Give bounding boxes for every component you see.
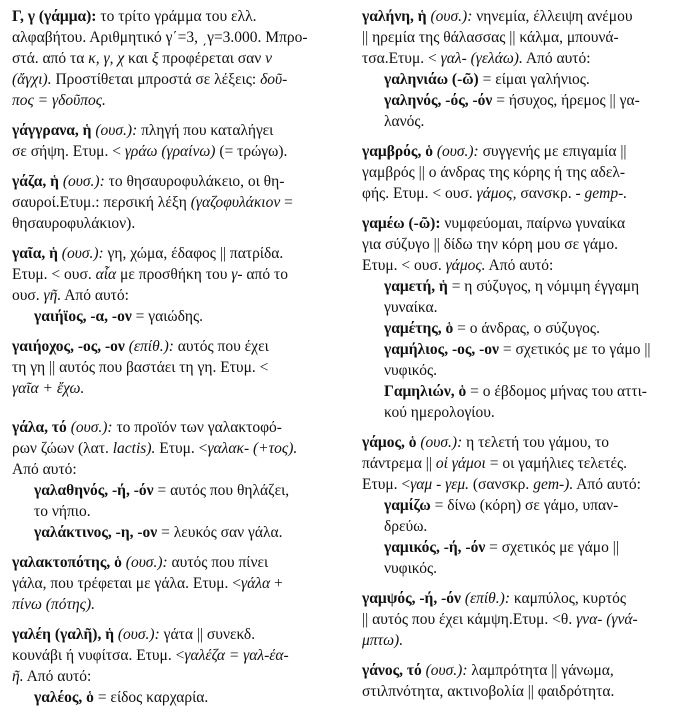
entry-line [12, 171, 342, 192]
definition-text: Ετυμ. < ουσ. [12, 266, 96, 283]
definition-text: Ετυμ. < ουσ. [362, 257, 446, 274]
headword: γαιήοχος, -ος, -ον [12, 338, 125, 355]
definition-text: = ήσυχος, ήρεμος || γα- [492, 92, 640, 109]
dictionary-entry-gameo [362, 213, 690, 423]
entry-line [12, 459, 342, 480]
entry-line [362, 297, 690, 318]
headword: Γ, γ (γάμμα): [12, 8, 97, 25]
definition-text: αλφαβήτου. Αριθμητικό γ΄=3, ͵γ=3.000. Μπρο- [12, 29, 308, 46]
definition-text: γη, χώμα, έδαφος || πατρίδα. [103, 245, 284, 262]
definition-text: Προστίθεται μπροστά σε λέξεις: [51, 71, 261, 88]
definition-text: = [280, 194, 293, 211]
entry-line [362, 6, 690, 27]
definition-text: λανός. [384, 113, 425, 130]
dictionary-entry-gaggrana [12, 120, 342, 162]
definition-text: πληγή που καταλήγει [137, 122, 274, 139]
italic-text: γαῖα + ἔχω. [12, 380, 85, 397]
definition-text: = σχετικός με γάμο || [485, 539, 619, 556]
dictionary-entry-gaiochos [12, 336, 342, 399]
headword: γαμψός, -ή, -όν [362, 590, 461, 607]
headword: γαλέος, ὁ [34, 689, 94, 706]
dictionary-entry-galaktopotis [12, 552, 342, 615]
italic-text: (ουσ.): [114, 626, 160, 643]
entry-line [362, 681, 690, 702]
definition-text: Από αυτό: [12, 461, 77, 478]
definition-text: γάτα || συνεκδ. [159, 626, 256, 643]
italic-text: γαλ- (γελάω). [440, 50, 523, 67]
entry-line [362, 495, 690, 516]
definition-text: το προϊόν των γαλακτοφό- [112, 419, 282, 436]
entry-line [362, 537, 690, 558]
definition-text: = είμαι γαλήνιος. [478, 71, 590, 88]
entry-line [362, 558, 690, 579]
italic-text: οἱ γάμοι [435, 455, 486, 472]
headword: γαληνιάω (-ῶ) [384, 71, 479, 88]
italic-text: (ουσ.): [66, 419, 113, 436]
entry-line [12, 357, 342, 378]
italic-text: πίνω (πότης). [12, 596, 96, 613]
italic-text: (επίθ.): [124, 338, 174, 355]
dictionary-entry-gaia [12, 243, 342, 327]
definition-text: το θησαυροφυλάκειο, οι θη- [104, 173, 285, 190]
entry-line [362, 90, 690, 111]
entry-line [362, 453, 690, 474]
definition-text: κουνάβι ή νυφίτσα. Ετυμ. < [12, 647, 185, 664]
headword: γάνος, τό [362, 662, 422, 679]
headword: Γαμηλιών, ὁ [384, 383, 467, 400]
italic-text: γαμ - γεμ. [410, 476, 469, 493]
definition-text: νηνεμία, έλλειψη ανέμου [472, 8, 633, 25]
dictionary-entry-gamos [362, 432, 690, 579]
dictionary-entry-galini [362, 6, 690, 132]
entry-line [362, 27, 690, 48]
entry-line [362, 381, 690, 402]
italic-text: (ουσ.): [426, 8, 473, 25]
definition-text: από το [242, 266, 288, 283]
entry-line [12, 141, 342, 162]
entry-line [362, 588, 690, 609]
entry-line [12, 480, 342, 501]
dictionary-entry-gamma [12, 6, 342, 111]
entry-line [362, 234, 690, 255]
entry-line [12, 27, 342, 48]
right-column [362, 6, 690, 711]
definition-text: || ηρεμία της θάλασσας || κάλμα, μπουνά- [362, 29, 619, 46]
definition-text: γαμβρός || ο άνδρας της κόρης ή της αδελ- [362, 164, 626, 181]
dictionary-entry-gamvros [362, 141, 690, 204]
entry-line [12, 666, 342, 687]
italic-text: (ουσ.): [121, 554, 168, 571]
italic-text: (ουσ.): [58, 173, 105, 190]
headword: γαλακτοπότης, ὁ [12, 554, 122, 571]
definition-text: τσα.Ετυμ. < [362, 50, 441, 67]
entry-line [362, 360, 690, 381]
definition-text: σανσκρ. - [516, 185, 585, 202]
definition-text: δρεύω. [384, 518, 428, 535]
definition-text: σε σήψη. Ετυμ. < [12, 143, 125, 160]
entry-line [12, 243, 342, 264]
definition-text: πάντρεμα || [362, 455, 436, 472]
definition-text: νυμφεύομαι, παίρνω γυναίκα [440, 215, 626, 232]
italic-text: αἶα [95, 266, 117, 283]
definition-text: και [124, 50, 152, 67]
definition-text: (= τρώγω). [215, 143, 288, 160]
headword: γαληνός, -ός, -όν [384, 92, 493, 109]
definition-text: Από αυτό: [522, 50, 591, 67]
italic-text: gemp-. [584, 185, 628, 202]
entry-line [362, 516, 690, 537]
definition-text: η τελετή του γάμου, το [462, 434, 610, 451]
headword: γαλέη (γαλῆ), ἡ [12, 626, 115, 643]
headword: γαμήλιος, -ος, -ον [384, 341, 499, 358]
italic-text: gem-). [533, 476, 574, 493]
dictionary-entry-gala [12, 417, 342, 543]
entry-line [12, 378, 342, 399]
italic-text: ῆ. [12, 668, 24, 685]
entry-line [362, 255, 690, 276]
entry-line [12, 501, 342, 522]
entry-line [12, 438, 342, 459]
definition-text: = δίνω (κόρη) σε γάμο, υπαν- [430, 497, 619, 514]
definition-text: το νήπιο. [34, 503, 91, 520]
entry-line [12, 417, 342, 438]
definition-text: = οι γαμήλιες τελετές. [485, 455, 628, 472]
entry-line [12, 522, 342, 543]
entry-line [362, 183, 690, 204]
headword: γάζα, ἡ [12, 173, 59, 190]
definition-text: ρων ζώων (λατ. [12, 440, 113, 457]
definition-text: σαυροί.Ετυμ.: περσική λέξη [12, 194, 191, 211]
definition-text: για σύζυγο || δίδω την κόρη μου σε γάμο. [362, 236, 618, 253]
italic-text: γνα- (γνά- [576, 611, 638, 628]
headword: γαῖα, ἡ [12, 245, 58, 262]
definition-text: Ετυμ. < [362, 476, 411, 493]
headword: γαμβρός, ὁ [362, 143, 433, 160]
entry-line [12, 285, 342, 306]
definition-text: το τρίτο γράμμα του ελλ. [96, 8, 257, 25]
italic-text: ξ [151, 50, 159, 67]
definition-text: τη γη || αυτός που βαστάει τη γη. Ετυμ. < [12, 359, 269, 376]
italic-text: γαλέζα = γαλ-έα- [184, 647, 289, 664]
definition-text: = γαιώδης. [131, 308, 204, 325]
definition-text: γυναίκα. [384, 299, 438, 316]
headword: γάγγρανα, ἡ [12, 122, 92, 139]
left-column [12, 6, 342, 717]
definition-text: γάλα, που τρέφεται με γάλα. Ετυμ. < [12, 575, 242, 592]
italic-text: (ουσ.): [432, 143, 479, 160]
italic-text: (ουσ.): [57, 245, 104, 262]
entry-line [362, 402, 690, 423]
definition-text: νυφικός. [384, 362, 438, 379]
italic-text: γῆ. [43, 287, 62, 304]
italic-text: (ουσ.): [416, 434, 463, 451]
headword: γαλάκτινος, -η, -ον [34, 524, 158, 541]
definition-text: = αυτός που θηλάζει, [153, 482, 290, 499]
definition-text: στά. από τα [12, 50, 89, 67]
entry-line [12, 336, 342, 357]
italic-text: (επίθ.): [460, 590, 510, 607]
dictionary-entry-ganos [362, 660, 690, 702]
definition-text: = λευκός σαν γάλα. [157, 524, 283, 541]
entry-line [362, 339, 690, 360]
headword: γάλα, τό [12, 419, 67, 436]
entry-line [12, 306, 342, 327]
definition-text: Ετυμ. < [155, 440, 208, 457]
italic-text: δοῦ- [260, 71, 288, 88]
dictionary-entry-galei [12, 624, 342, 708]
headword: γαιήϊος, -α, -ον [34, 308, 132, 325]
italic-text: (ουσ.): [421, 662, 468, 679]
definition-text: = ο έβδομος μήνας του αττι- [466, 383, 647, 400]
definition-text: αυτός που έχει [173, 338, 269, 355]
definition-text: νυφικός. [384, 560, 438, 577]
italic-text: (ουσ.): [91, 122, 138, 139]
entry-line [362, 48, 690, 69]
entry-line [362, 318, 690, 339]
italic-text: γάλα [241, 575, 271, 592]
headword: γαμέτης, ὁ [384, 320, 454, 337]
entry-line [12, 552, 342, 573]
definition-text: με προσθήκη του [116, 266, 232, 283]
definition-text: στιλπνότητα, ακτινοβολία || φαιδρότητα. [362, 683, 615, 700]
headword: γαμέω (-ῶ): [362, 215, 441, 232]
entry-line [362, 432, 690, 453]
entry-line [362, 630, 690, 651]
definition-text: λαμπρότητα || γάνωμα, [467, 662, 614, 679]
definition-text: = ο άνδρας, ο σύζυγος. [453, 320, 600, 337]
dictionary-entry-gaza [12, 171, 342, 234]
entry-line [362, 111, 690, 132]
entry-line [362, 162, 690, 183]
definition-text: Από αυτό: [23, 668, 92, 685]
entry-line [362, 474, 690, 495]
italic-text: γράω (γραίνω) [124, 143, 216, 160]
italic-text: lactis). [112, 440, 156, 457]
entry-line [12, 192, 342, 213]
entry-line [12, 594, 342, 615]
italic-text: γ- [231, 266, 243, 283]
definition-text: = σχετικός με το γάμο || [499, 341, 651, 358]
italic-text: γάμος. [445, 257, 486, 274]
definition-text: + [270, 575, 283, 592]
headword: γαμίζω [384, 497, 431, 514]
entry-line [12, 213, 342, 234]
entry-line [12, 624, 342, 645]
definition-text: θησαυροφυλάκιον). [12, 215, 136, 232]
entry-line [362, 276, 690, 297]
definition-text: Από αυτό: [573, 476, 641, 493]
italic-text: (γαζοφυλάκιον [190, 194, 281, 211]
italic-text: γάμος, [476, 185, 517, 202]
headword: γαλαθηνός, -ή, -όν [34, 482, 154, 499]
entry-line [12, 264, 342, 285]
definition-text: (σανσκρ. [469, 476, 534, 493]
definition-text: ουσ. [12, 287, 44, 304]
definition-text: κού ημερολογίου. [384, 404, 495, 421]
entry-line [12, 687, 342, 708]
entry-line [362, 609, 690, 630]
italic-text: πος = γδοῦπος. [12, 92, 106, 109]
italic-text: γαλακ- (+τος). [207, 440, 298, 457]
definition-text: = είδος καρχαρία. [93, 689, 209, 706]
dictionary-entry-gampsos [362, 588, 690, 651]
entry-line [12, 69, 342, 90]
definition-text: προφέρεται σαν [158, 50, 266, 67]
entry-line [362, 69, 690, 90]
entry-line [362, 141, 690, 162]
definition-text: φής. Ετυμ. < ουσ. [362, 185, 477, 202]
italic-text: μπτω). [362, 632, 404, 649]
italic-text: (ἄγχι). [12, 71, 52, 88]
definition-text: αυτός που πίνει [167, 554, 269, 571]
entry-line [362, 213, 690, 234]
definition-text: Από αυτό: [485, 257, 554, 274]
headword: γάμος, ὁ [362, 434, 417, 451]
entry-line [12, 120, 342, 141]
definition-text: || αυτός που έχει κάμψη.Ετυμ. <θ. [362, 611, 577, 628]
entry-line [362, 660, 690, 681]
headword: γαμετή, ἡ [384, 278, 448, 295]
entry-line [12, 645, 342, 666]
entry-line [12, 48, 342, 69]
definition-text: συγγενής με επιγαμία || [478, 143, 627, 160]
definition-text: Από αυτό: [61, 287, 129, 304]
definition-text: = η σύζυγος, η νόμιμη έγγαμη [447, 278, 640, 295]
entry-line [12, 6, 342, 27]
entry-line [12, 573, 342, 594]
definition-text: καμπύλος, κυρτός [509, 590, 626, 607]
headword: γαμικός, -ή, -όν [384, 539, 486, 556]
italic-text: ν [265, 50, 273, 67]
entry-line [12, 90, 342, 111]
headword: γαλήνη, ἡ [362, 8, 427, 25]
italic-text: κ, γ, χ [88, 50, 125, 67]
